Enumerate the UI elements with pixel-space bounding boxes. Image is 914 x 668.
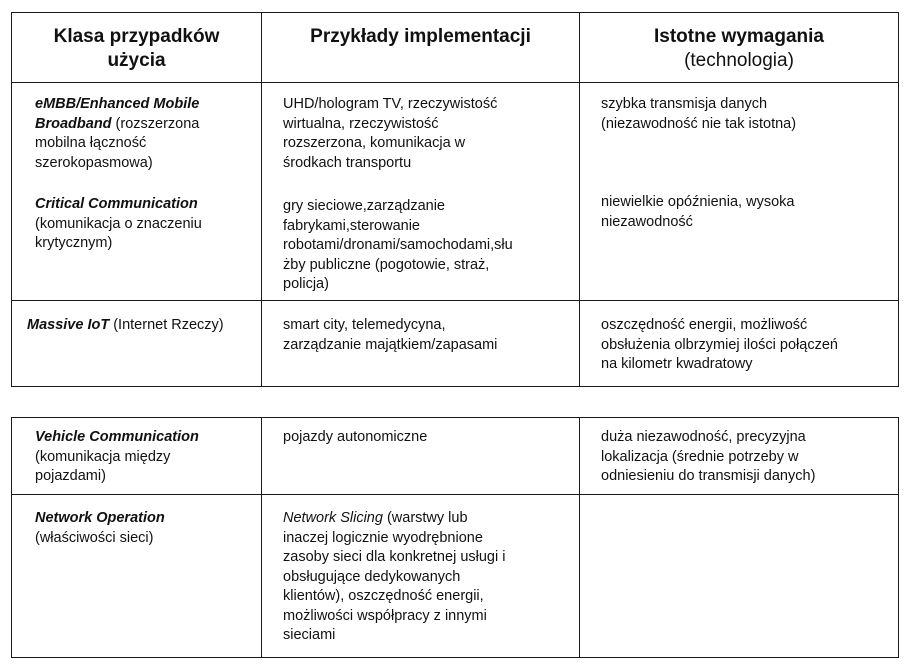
row-critical-examples: gry sieciowe,zarządzanie fabrykami,sterowanie robotami/dronami/samochodami,słu żby publiczne (pogotowie, straż, policja) — [283, 198, 513, 292]
class-description: (Internet Rzeczy) — [109, 317, 224, 333]
class-description: (rozszerzona mobilna łączność szerokopasmowa) — [35, 115, 200, 171]
row-massive-iot-requirements: oszczędność energii, możliwość obsłużenia olbrzymiej ilości połączeń na kilometr kwadratowy — [601, 317, 838, 372]
class-name: Vehicle Communication — [35, 429, 199, 445]
row-vehicle-examples: pojazdy autonomiczne — [283, 429, 428, 445]
row-embb-requirements: szybka transmisja danych (niezawodność nie tak istotna) — [601, 96, 797, 132]
row-critical-class — [35, 195, 255, 254]
header-implementation-examples: Przykłady implementacji — [310, 26, 531, 47]
header-divider — [12, 82, 898, 83]
header-use-case-class: Klasa przypadków użycia — [53, 26, 220, 71]
header-requirements-title: Istotne wymagania — [654, 26, 824, 47]
row-massive-iot-class — [27, 316, 257, 336]
class-description: (komunikacja między pojazdami) — [35, 448, 171, 484]
row-vehicle-requirements: duża niezawodność, precyzyjna lokalizacja (średnie potrzeby w odniesieniu do transmisji danych) — [601, 429, 816, 484]
row-network-operation-examples — [283, 509, 575, 646]
row-embb-class — [35, 95, 255, 173]
row-divider — [12, 300, 898, 301]
class-name: Massive IoT — [27, 317, 110, 333]
row-vehicle-class — [35, 428, 255, 487]
class-description: (komunikacja o znaczeniu krytycznym) — [35, 215, 202, 251]
use-case-table-part-2 — [11, 417, 899, 658]
class-name: eMBB/Enhanced Mobile Broadband — [35, 96, 200, 132]
examples-text: (warstwy lub inaczej logicznie wyodrębnione zasoby sieci dla konkretnej usługi i obsługujące dedykowanych klientów), oszczędność energii, możliwości współpracy z innymi sieciami — [283, 510, 506, 643]
column-divider — [579, 418, 580, 657]
row-critical-requirements: niewielkie opóźnienia, wysoka niezawodność — [601, 194, 795, 230]
row-massive-iot-examples: smart city, telemedycyna, zarządzanie majątkiem/zapasami — [283, 317, 498, 353]
network-slicing-term: Network Slicing — [283, 510, 383, 526]
column-divider — [261, 418, 262, 657]
row-network-operation-class — [35, 509, 255, 548]
class-description: (właściwości sieci) — [35, 529, 154, 546]
use-case-table-part-1 — [11, 12, 899, 387]
column-divider — [261, 13, 262, 386]
class-name: Network Operation — [35, 510, 165, 526]
row-divider — [12, 494, 898, 495]
row-embb-examples: UHD/hologram TV, rzeczywistość wirtualna, rzeczywistość rozszerzona, komunikacja w środkach transportu — [283, 96, 498, 171]
header-requirements — [580, 25, 898, 73]
class-name: Critical Communication — [35, 196, 198, 212]
header-requirements-subtitle: (technologia) — [684, 50, 794, 71]
